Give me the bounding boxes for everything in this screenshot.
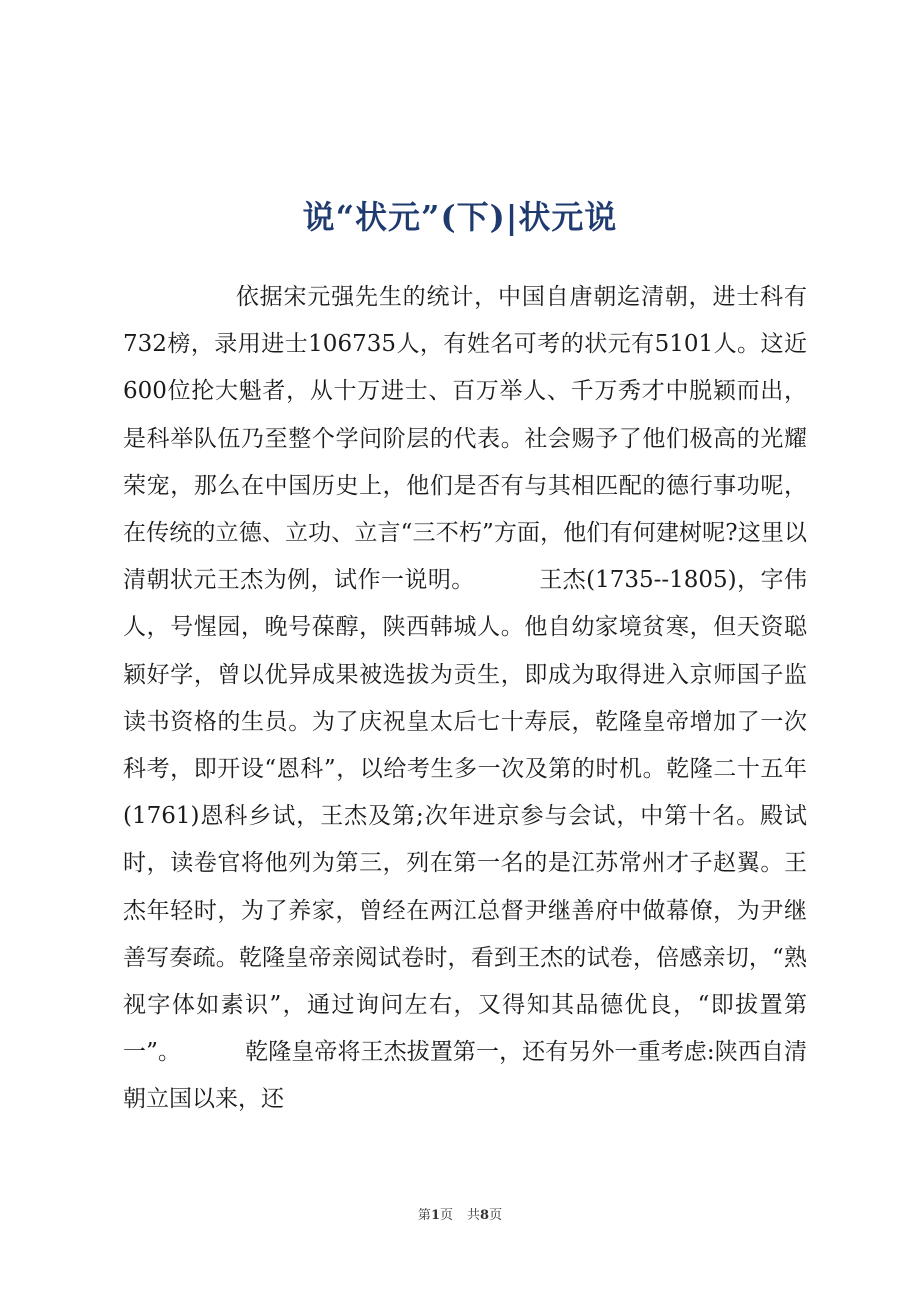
page-total-prefix: 共 bbox=[467, 1208, 481, 1223]
document-title: 说“状元”(下)|状元说 bbox=[302, 198, 618, 236]
page-number-prefix: 第 bbox=[417, 1208, 431, 1223]
paragraph-2: 王杰(1735--1805)，字伟人，号惺园，晚号葆醇，陕西韩城人。他自幼家境贫寒，但天资聪颖好学，曾以优异成果被选拔为贡生，即成为取得进入京师国子监读书资格的生员。为了庆祝皇太后七十寿辰，乾隆皇帝增加了一次科考，即开设“恩科”，以给考生多一次及第的时机。乾隆二十五年(1761)恩科乡试，王杰及第;次年进京参与会试，中第十名。殿试时，读卷官将他列为第三，列在第一名的是江苏常州才子赵翼。王杰年轻时，为了养家，曾经在两江总督尹继善府中做幕僚，为尹继善写奏疏。乾隆皇帝亲阅试卷时，看到王杰的试卷，倍感亲切，“熟视字体如素识”，通过询问左右，又得知其品德优良，“即拔置第一”。 bbox=[123, 567, 808, 1066]
page-footer bbox=[0, 1206, 920, 1226]
document-body bbox=[123, 274, 807, 1124]
page-total: 8 bbox=[480, 1208, 490, 1223]
page-number-suffix: 页 bbox=[439, 1208, 453, 1223]
paragraph-3: 乾隆皇帝将王杰拔置第一，还有另外一重考虑:陕西自清朝立国以来，还 bbox=[123, 1039, 807, 1113]
page-number-current: 1 bbox=[430, 1208, 440, 1223]
page-total-suffix: 页 bbox=[489, 1208, 503, 1223]
paragraph-1: 依据宋元强先生的统计，中国自唐朝迄清朝，进士科有732榜，录用进士106735人，有姓名可考的状元有5101人。这近600位抡大魁者，从十万进士、百万举人、千万秀才中脱颖而出，是科举队伍乃至整个学问阶层的代表。社会赐予了他们极高的光耀荣宠，那么在中国历史上，他们是否有与其相匹配的德行事功呢，在传统的立德、立功、立言“三不朽”方面，他们有何建树呢?这里以清朝状元王杰为例，试作一说明。 bbox=[123, 284, 807, 594]
